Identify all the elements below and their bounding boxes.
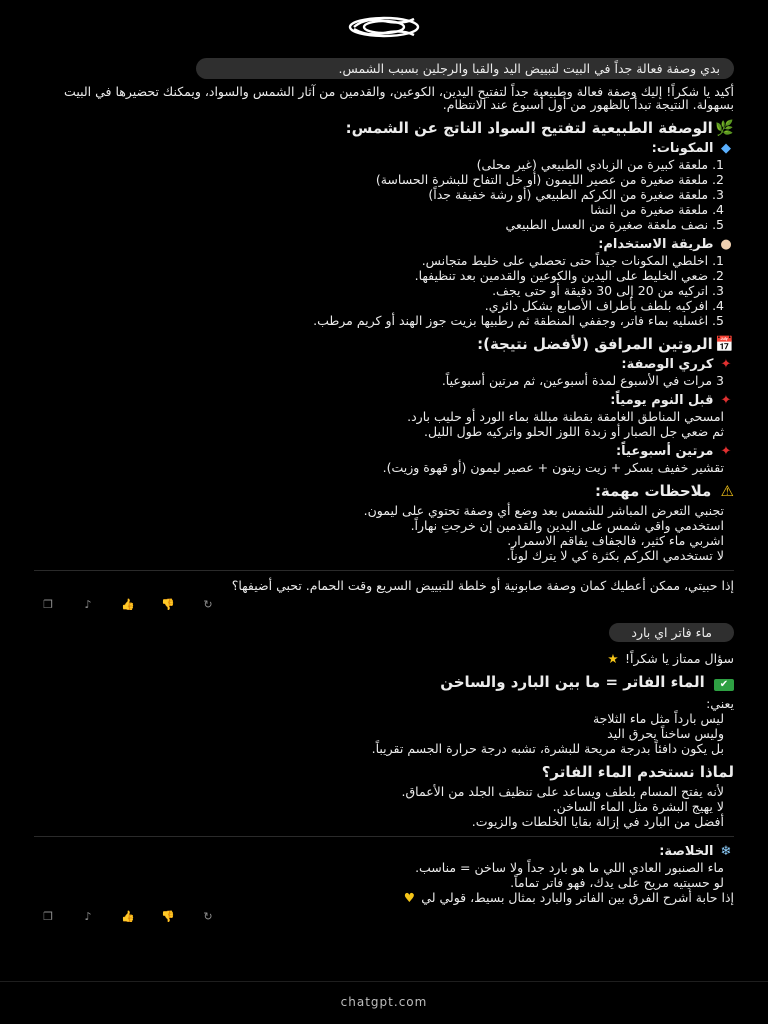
calendar-icon: 📅: [715, 335, 734, 353]
openai-logo-icon: [346, 15, 422, 39]
divider: [34, 570, 734, 571]
warning-icon: ⚠: [720, 482, 734, 500]
hand-icon: ●: [720, 237, 732, 252]
thumbs-up-icon[interactable]: 👍: [121, 598, 135, 611]
list-item: 3 مرات في الأسبوع لمدة أسبوعين، ثم مرتين أسبوعياً.: [441, 373, 724, 388]
speaker-icon[interactable]: ♪: [84, 910, 92, 923]
routine-1-title: ✦ كرري الوصفة:: [34, 358, 734, 371]
why-heading: لماذا نستخدم الماء الفاتر؟: [541, 763, 734, 781]
assistant-intro: سؤال ممتاز يا شكراً! ★: [34, 652, 734, 665]
list-item: ليس بارداً مثل ماء الثلاجة: [592, 711, 724, 726]
notes-list: [34, 504, 734, 562]
list-item: لا تستخدمي الكركم بكثرة كي لا يترك لوناً.: [506, 548, 724, 563]
pin-icon: ✦: [720, 393, 732, 408]
user-message-text: ماء فاتر اي بارد: [631, 625, 712, 640]
notes-heading: ⚠ ملاحظات مهمة:: [594, 482, 734, 500]
list-item: امسحي المناطق الغامقة بقطنة مبللة بماء الورد أو حليب بارد.: [407, 409, 724, 424]
routine-1-list: [34, 374, 734, 387]
star-icon: ★: [607, 651, 619, 666]
ingredients-title: ◆ المكونات:: [34, 142, 734, 155]
list-item: 2. ضعي الخليط على اليدين والكوعين والقدمين بعد تنظيفها.: [414, 268, 724, 283]
assistant-message: [34, 652, 734, 929]
diamond-icon: ◆: [721, 141, 731, 156]
routine-2-title: ✦ قبل النوم يومياً:: [34, 394, 734, 407]
list-item: استخدمي واقي شمس على اليدين والقدمين إن خرجتِ نهاراً.: [410, 518, 724, 533]
thumbs-down-icon[interactable]: 👎: [161, 598, 175, 611]
conversation: [34, 58, 734, 929]
ingredients-list: [34, 158, 734, 231]
assistant-intro: أكيد يا شكراً! إليك وصفة فعالة وطبيعية جداً لتفتيح اليدين، الكوعين، والقدمين من آثار الشمس والسواد، ويمكنك تحضيرها في البيت بسهولة. النتيجة تبدأ بالظهور من أول أسبوع عند الانتظام.: [64, 84, 734, 112]
footer-url: chatgpt.com: [340, 995, 428, 1009]
meaning-list: [34, 712, 734, 755]
herb-icon: 🌿: [715, 119, 734, 137]
summary-list: [34, 861, 734, 889]
heart-icon: ♥: [403, 890, 415, 905]
header: [0, 0, 768, 54]
assistant-outro: إذا حابة أشرح الفرق بين الفاتر والبارد بمثال بسيط، قولي لي ♥: [34, 891, 734, 904]
recipe-heading: 🌿 الوصفة الطبيعية لتفتيح السواد الناتج عن الشمس:: [345, 119, 734, 137]
list-item: تجنبي التعرض المباشر للشمس بعد وضع أي وصفة تحتوي على ليمون.: [363, 503, 724, 518]
summary-heading: ❄ الخلاصة:: [34, 845, 734, 858]
list-item: اشربي ماء كثير، فالجفاف يفاقم الاسمرار.: [507, 533, 724, 548]
regenerate-icon[interactable]: ↻: [203, 910, 213, 923]
list-item: 5. نصف ملعقة صغيرة من العسل الطبيعي: [505, 217, 724, 232]
footer: [0, 981, 768, 1024]
copy-icon[interactable]: ❐: [43, 910, 53, 923]
list-item: وليس ساخناً يحرق اليد: [607, 726, 724, 741]
list-item: 3. اتركيه من 20 إلى 30 دقيقة أو حتى يجف.: [492, 283, 724, 298]
why-list: [34, 785, 734, 828]
list-item: لو حسيتيه مريح على يدك، فهو فاتر تماماً.: [510, 875, 724, 890]
thumbs-up-icon[interactable]: 👍: [121, 910, 135, 923]
warm-water-heading: ✔ الماء الفاتر = ما بين البارد والساخن: [34, 675, 734, 691]
user-message-row: [34, 623, 734, 648]
routine-2-list: [34, 410, 734, 438]
routine-3-title: ✦ مرتين أسبوعياً:: [34, 445, 734, 458]
list-item: بل يكون دافئاً بدرجة مريحة للبشرة، تشبه درجة حرارة الجسم تقريباً.: [371, 741, 724, 756]
thumbs-down-icon[interactable]: 👎: [161, 910, 175, 923]
list-item: لا يهيج البشرة مثل الماء الساخن.: [552, 799, 724, 814]
list-item: أفضل من البارد في إزالة بقايا الخلطات والزيوت.: [471, 814, 724, 829]
list-item: 2. ملعقة صغيرة من عصير الليمون (أو خل التفاح للبشرة الحساسة): [375, 172, 724, 187]
snowflake-icon: ❄: [720, 844, 732, 859]
user-message: [609, 623, 734, 642]
list-item: ثم ضعي جل الصبار أو زبدة اللوز الحلو واتركيه طول الليل.: [424, 424, 724, 439]
copy-icon[interactable]: ❐: [43, 598, 53, 611]
list-item: لأنه يفتح المسام بلطف ويساعد على تنظيف الجلد من الأعماق.: [401, 784, 724, 799]
list-item: 4. افركيه بلطف بأطراف الأصابع بشكل دائري.: [484, 298, 724, 313]
speaker-icon[interactable]: ♪: [84, 598, 92, 611]
list-item: 3. ملعقة صغيرة من الكركم الطبيعي (أو رشة خفيفة جداً): [428, 187, 724, 202]
user-message-text: بدي وصفة فعالة جداً في البيت لتبييض اليد والقبا والرجلين بسبب الشمس.: [338, 61, 720, 76]
regenerate-icon[interactable]: ↻: [203, 598, 213, 611]
list-item: تقشير خفيف بسكر + زيت زيتون + عصير ليمون (أو قهوة وزيت).: [382, 460, 724, 475]
list-item: 4. ملعقة صغيرة من النشا: [590, 202, 724, 217]
usage-list: [34, 254, 734, 327]
list-item: ماء الصنبور العادي اللي ما هو بارد جداً ولا ساخن = مناسب.: [415, 860, 724, 875]
routine-3-list: [34, 461, 734, 474]
assistant-message: [34, 85, 734, 617]
checkmark-icon: ✔: [714, 679, 734, 691]
pin-icon: ✦: [720, 444, 732, 459]
assistant-outro: إذا حبيتي، ممكن أعطيك كمان وصفة صابونية أو خلطة للتبييض السريع وقت الحمام. تحبي أضيفها؟: [231, 578, 734, 593]
list-item: 1. اخلطي المكونات جيداً حتى تحصلي على خليط متجانس.: [421, 253, 724, 268]
meaning-label: يعني:: [706, 696, 734, 711]
list-item: 1. ملعقة كبيرة من الزبادي الطبيعي (غير محلى): [476, 157, 724, 172]
divider: [34, 836, 734, 837]
pin-icon: ✦: [720, 357, 732, 372]
routine-heading: 📅 الروتين المرافق (لأفضل نتيجة):: [477, 335, 734, 353]
list-item: 5. اغسليه بماء فاتر، وجففي المنطقة ثم رطبيها بزيت جوز الهند أو كريم مرطب.: [313, 313, 724, 328]
message-actions: [34, 906, 734, 929]
user-message: [196, 58, 734, 79]
message-actions: [34, 594, 734, 617]
usage-title: ● طريقة الاستخدام:: [34, 238, 734, 251]
